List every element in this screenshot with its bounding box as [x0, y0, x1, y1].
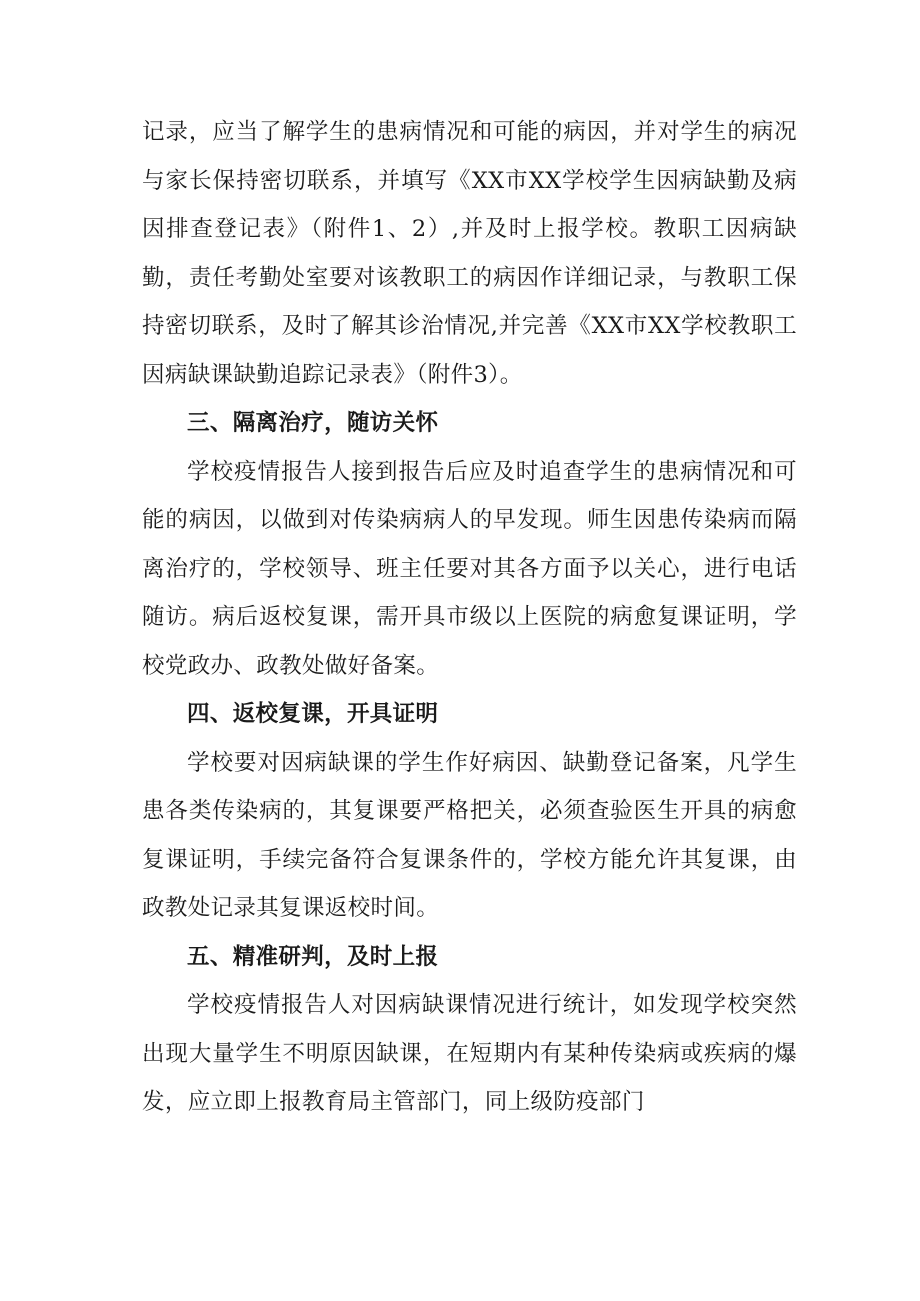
paragraph-continued: 记录，应当了解学生的患病情况和可能的病因，并对学生的病况与家长保持密切联系，并填写《XX市XX学校学生因病缺勤及病因排查登记表》（附件1、2）,并及时上报学校。教职工因病缺勤，责任考勤处室要对该教职工的病因作详细记录，与教职工保持密切联系，及时了解其诊治情况,并完善《XX市XX学校教职工因病缺课缺勤追踪记录表》（附件3）。 [142, 119, 797, 388]
paragraph-section-4: 学校要对因病缺课的学生作好病因、缺勤登记备案，凡学生患各类传染病的，其复课要严格把关，必须查验医生开具的病愈复课证明，手续完备符合复课条件的，学校方能允许其复课，由政教处记录其复课返校时间。 [142, 749, 797, 921]
section-heading-5: 五、精准研判，及时上报 [187, 943, 439, 970]
paragraph-section-5: 学校疫情报告人对因病缺课情况进行统计，如发现学校突然出现大量学生不明原因缺课，在短期内有某种传染病或疾病的爆发，应立即上报教育局主管部门，同上级防疫部门 [142, 992, 797, 1115]
section-heading-4: 四、返校复课，开具证明 [187, 701, 439, 727]
document-body [142, 108, 797, 1127]
paragraph-section-3: 学校疫情报告人接到报告后应及时追查学生的患病情况和可能的病因，以做到对传染病病人的早发现。师生因患传染病而隔离治疗的，学校领导、班主任要对其各方面予以关心，进行电话随访。病后返校复课，需开具市级以上医院的病愈复课证明，学校党政办、政教处做好备案。 [142, 458, 797, 679]
section-heading-3: 三、隔离治疗，随访关怀 [187, 410, 439, 436]
